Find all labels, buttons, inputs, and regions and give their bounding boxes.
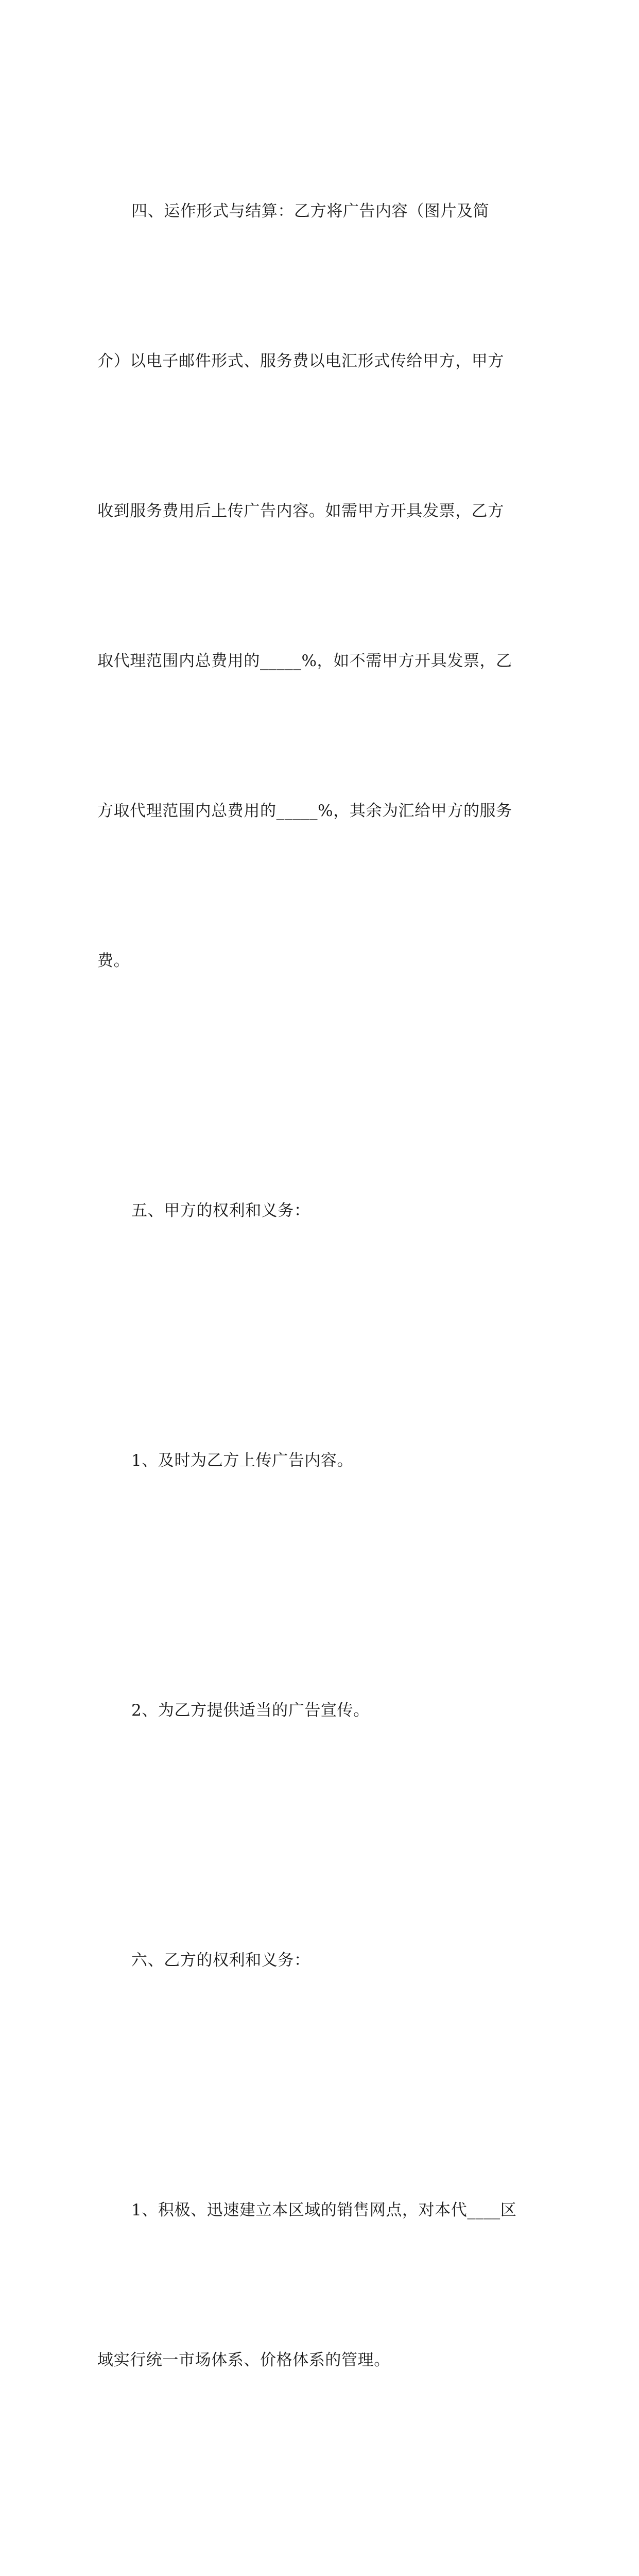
text-line: 收到服务费用后上传广告内容。如需甲方开具发票，乙方 [97,502,504,520]
text-line: 五、甲方的权利和义务： [131,1201,310,1220]
document-body [97,87,535,2576]
section-five-heading [97,1086,535,1336]
party-a-item-2 [97,1586,535,1836]
text-line: 四、运作形式与结算：乙方将广告内容（图片及简 [131,202,490,221]
section-six-heading [97,1836,535,2086]
text-line: 域实行统一市场体系、价格体系的管理。 [97,2351,390,2369]
text-line: 1、及时为乙方上传广告内容。 [131,1451,354,1470]
text-line: 费。 [97,952,130,970]
text-line: 方取代理范围内总费用的_____%，其余为汇给甲方的服务 [97,802,512,820]
party-b-item-2 [97,2485,535,2576]
text-line: 六、乙方的权利和义务： [131,1951,310,1970]
text-line: 2、为乙方提供适当的广告宣传。 [131,1701,370,1720]
party-a-item-1 [97,1336,535,1586]
text-line: 取代理范围内总费用的_____%，如不需甲方开具发票，乙 [97,652,512,670]
section-four-settlement [97,87,535,1086]
party-b-item-1 [97,2086,535,2485]
text-line: 介）以电子邮件形式、服务费以电汇形式传给甲方，甲方 [97,352,504,370]
text-line: 1、积极、迅速建立本区域的销售网点，对本代____区 [131,2201,517,2219]
